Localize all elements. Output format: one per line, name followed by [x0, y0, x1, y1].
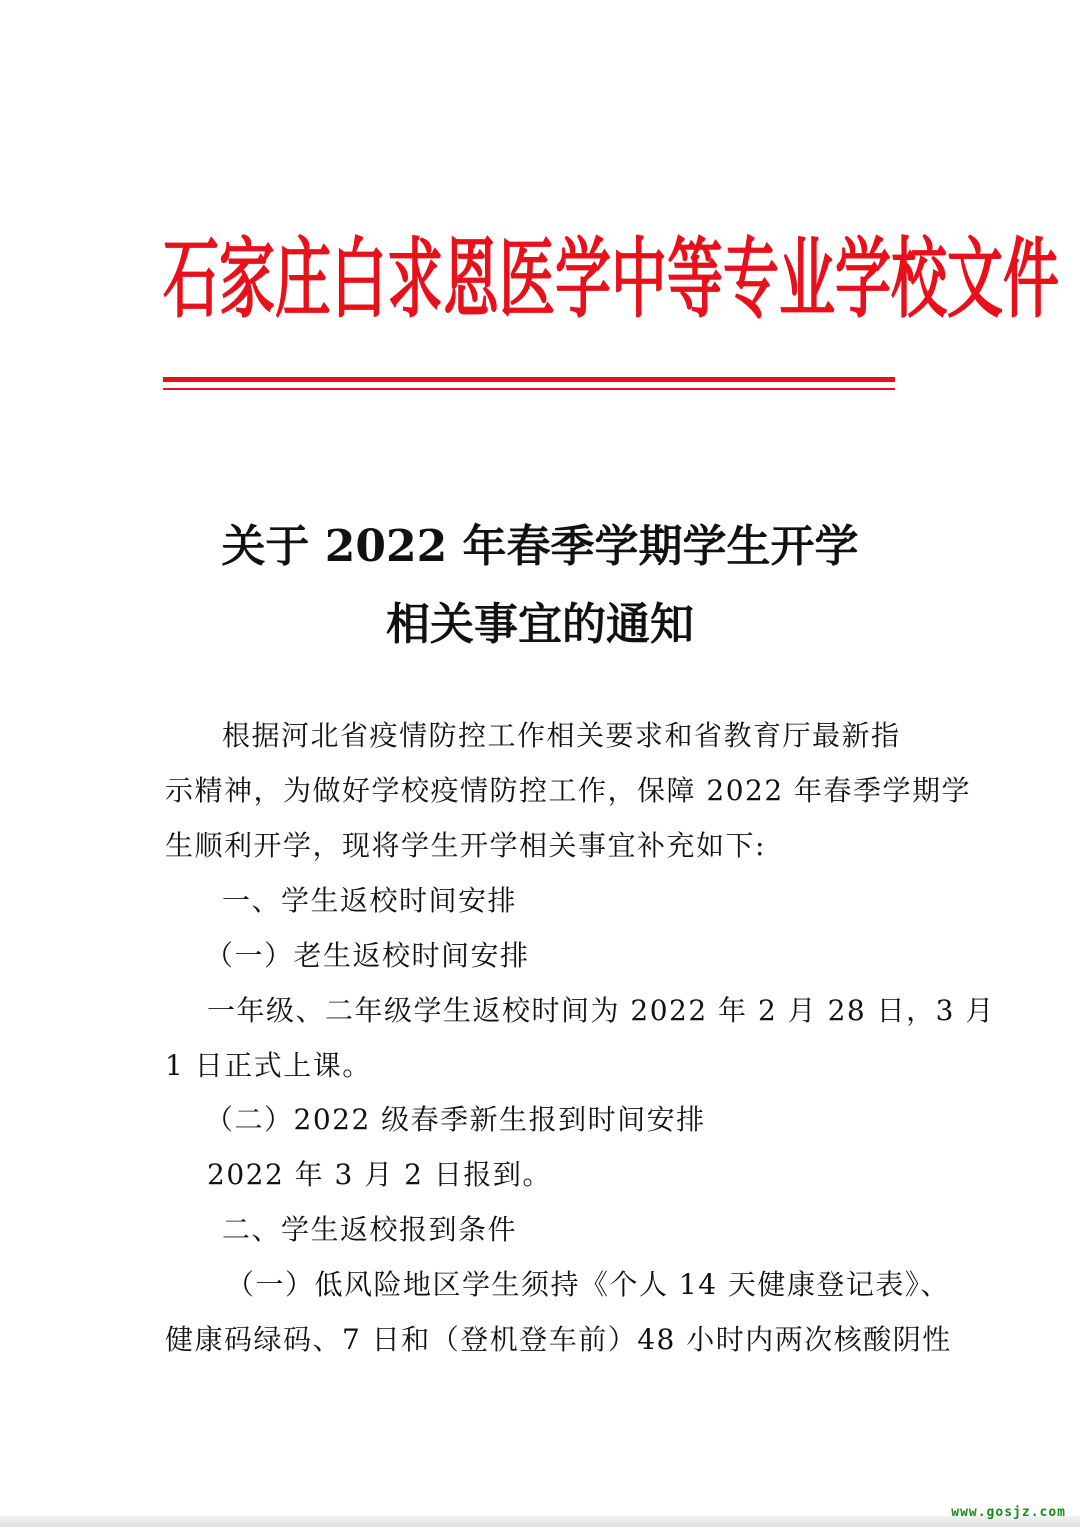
- subsection-heading: （二）2022 级春季新生报到时间安排: [205, 1103, 706, 1136]
- body-paragraph-line: 健康码绿码、7 日和（登机登车前）48 小时内两次核酸阴性: [165, 1323, 952, 1356]
- body-paragraph-line: 根据河北省疫情防控工作相关要求和省教育厅最新指: [222, 719, 901, 752]
- org-header-title: 石家庄白求恩医学中等专业学校文件: [163, 229, 1059, 331]
- notice-title-line2: 相关事宜的通知: [386, 599, 694, 650]
- footer-band: [0, 1516, 1080, 1527]
- notice-title-line1: 关于 2022 年春季学期学生开学: [221, 521, 859, 572]
- subsection-heading: （一）老生返校时间安排: [205, 939, 530, 972]
- section-heading: 一、学生返校时间安排: [222, 884, 518, 917]
- header-thin-rule: [163, 388, 895, 390]
- body-paragraph-line: 2022 年 3 月 2 日报到。: [207, 1158, 552, 1191]
- body-paragraph-line: 示精神，为做好学校疫情防控工作，保障 2022 年春季学期学: [165, 774, 972, 807]
- body-paragraph-line: 生顺利开学，现将学生开学相关事宜补充如下:: [165, 829, 766, 862]
- site-watermark: www.gosjz.com: [951, 1505, 1066, 1520]
- header-thick-rule: [163, 377, 895, 382]
- body-paragraph-line: 1 日正式上课。: [165, 1049, 372, 1082]
- body-paragraph-line: （一）低风险地区学生须持《个人 14 天健康登记表》、: [226, 1268, 950, 1301]
- body-paragraph-line: 一年级、二年级学生返校时间为 2022 年 2 月 28 日，3 月: [207, 994, 995, 1027]
- section-heading: 二、学生返校报到条件: [222, 1213, 518, 1246]
